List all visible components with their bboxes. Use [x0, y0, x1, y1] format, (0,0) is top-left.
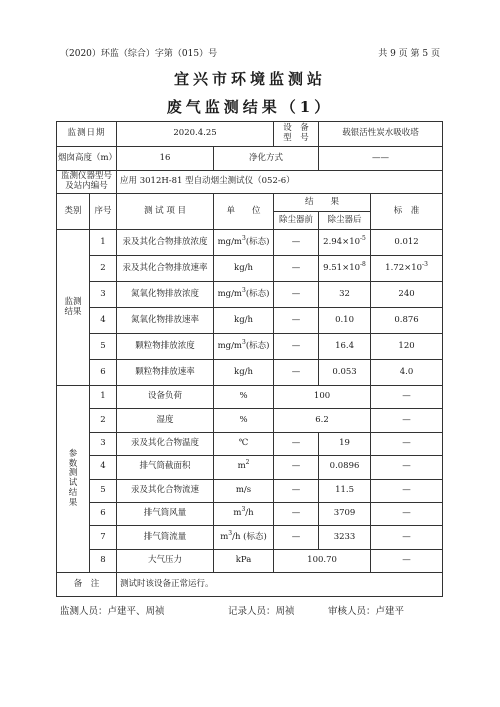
- instrument-label-line2: 及站内编号: [65, 181, 108, 191]
- category-char: 数: [68, 458, 78, 469]
- before-cell: —: [274, 308, 319, 334]
- after-cell: [319, 256, 371, 282]
- seq-cell: 2: [90, 409, 117, 432]
- equipment-value: 载银活性炭水吸收塔: [319, 122, 443, 147]
- param-row: [57, 432, 443, 455]
- unit-cell: [214, 409, 274, 432]
- before-cell: —: [274, 526, 319, 549]
- unit-text: m/s: [235, 484, 252, 495]
- item-cell: 排气筒流量: [117, 526, 214, 549]
- standard-cell: —: [371, 549, 443, 572]
- unit-text: m: [220, 531, 229, 542]
- item-cell: 湿度: [117, 409, 214, 432]
- report-number: （2020）环监（综合）字第（015）号: [60, 49, 218, 59]
- unit-text: %: [239, 414, 248, 425]
- seq-cell: 4: [90, 308, 117, 334]
- after-cell: [319, 334, 371, 360]
- unit-text: mg/m: [217, 236, 242, 247]
- item-cell: 氮氧化物排放浓度: [117, 282, 214, 308]
- standard-cell: —: [371, 526, 443, 549]
- category-char: 监测: [64, 296, 82, 307]
- standard-value: 1.72×10: [385, 262, 423, 273]
- category-char: 参: [68, 448, 78, 459]
- standard-exponent: -3: [422, 260, 428, 268]
- standard-cell: —: [371, 502, 443, 525]
- seq-cell: 6: [90, 502, 117, 525]
- result-row: [57, 230, 443, 256]
- unit-superscript: 3: [241, 506, 246, 514]
- result-row: [57, 282, 443, 308]
- info-row-height: [57, 147, 443, 171]
- item-cell: 大气压力: [117, 549, 214, 572]
- unit-cell: [214, 456, 274, 479]
- value-cell: 6.2: [274, 409, 371, 432]
- item-cell: 排气筒风量: [117, 502, 214, 525]
- unit-suffix: /h: [245, 508, 254, 519]
- item-cell: 排气筒截面积: [117, 456, 214, 479]
- document-header: [60, 46, 440, 60]
- unit-superscript: 3: [242, 234, 246, 242]
- unit-text: kg/h: [234, 262, 253, 273]
- unit-text: mg/m: [217, 288, 242, 299]
- param-row: [57, 456, 443, 479]
- seq-cell: 1: [90, 230, 117, 256]
- category-char: 结果: [64, 306, 82, 317]
- category-cell-params: [57, 386, 90, 573]
- signature-footer: [60, 603, 450, 619]
- value-cell: 11.5: [319, 479, 371, 502]
- after-value: 16.4: [335, 340, 354, 351]
- unit-cell: [214, 549, 274, 572]
- unit-text: m: [233, 508, 242, 519]
- after-header: 除尘器后: [319, 212, 371, 230]
- unit-cell: [214, 386, 274, 409]
- param-row: [57, 409, 443, 432]
- before-cell: —: [274, 432, 319, 455]
- remarks-label: 备 注: [57, 573, 117, 597]
- value-cell: 3233: [319, 526, 371, 549]
- value-cell: 100.70: [274, 549, 371, 572]
- seq-cell: 6: [90, 360, 117, 386]
- param-row: [57, 502, 443, 525]
- results-body: [57, 230, 443, 386]
- reviewer: 审核人员：卢建平: [328, 606, 405, 617]
- monitoring-table: [56, 121, 443, 597]
- standard-cell: [371, 308, 443, 334]
- instrument-label: [57, 171, 117, 194]
- after-cell: [319, 230, 371, 256]
- unit-superscript: 3: [242, 286, 246, 294]
- unit-superscript: 3: [228, 529, 233, 537]
- value-cell: 3709: [319, 502, 371, 525]
- unit-cell: [214, 282, 274, 308]
- unit-text: mg/m: [217, 340, 242, 351]
- remarks-text: 测试时该设备正常运行。: [117, 573, 443, 597]
- seq-cell: 1: [90, 386, 117, 409]
- before-cell: —: [274, 502, 319, 525]
- seq-header: 序号: [90, 194, 117, 230]
- param-row: [57, 479, 443, 502]
- standard-value: 240: [398, 288, 415, 299]
- unit-suffix: (标态): [245, 288, 270, 299]
- item-header: 测 试 项 目: [117, 194, 214, 230]
- instrument-value: 应用 3012H-81 型自动烟尘测试仪（052-6）: [117, 171, 443, 194]
- after-cell: [319, 308, 371, 334]
- unit-cell: [214, 479, 274, 502]
- before-cell: —: [274, 334, 319, 360]
- param-row: [57, 386, 443, 409]
- param-row: [57, 526, 443, 549]
- unit-suffix: /h (标态): [232, 531, 267, 542]
- standard-cell: —: [371, 409, 443, 432]
- standard-header: 标 准: [371, 194, 443, 230]
- item-cell: 汞及其化合物排放速率: [117, 256, 214, 282]
- category-char: 果: [68, 497, 78, 508]
- standard-value: 0.876: [394, 314, 419, 325]
- unit-cell: [214, 308, 274, 334]
- before-cell: —: [274, 282, 319, 308]
- value-cell: 19: [319, 432, 371, 455]
- purify-label: 净化方式: [214, 147, 319, 171]
- page-info: 共 9 页 第 5 页: [378, 49, 440, 59]
- before-cell: —: [274, 456, 319, 479]
- seq-cell: 5: [90, 334, 117, 360]
- result-row: [57, 334, 443, 360]
- params-body: [57, 386, 443, 573]
- standard-cell: [371, 282, 443, 308]
- category-char: 结: [68, 487, 78, 498]
- standard-value: 120: [398, 340, 415, 351]
- seq-cell: 7: [90, 526, 117, 549]
- date-label: 监测日期: [57, 122, 117, 147]
- before-header: 除尘器前: [274, 212, 319, 230]
- after-exponent: -5: [360, 234, 366, 242]
- standard-value: 4.0: [399, 366, 414, 377]
- standard-cell: —: [371, 386, 443, 409]
- result-row: [57, 308, 443, 334]
- category-char: 测: [68, 468, 78, 479]
- unit-text: kg/h: [234, 366, 253, 377]
- equipment-label: [274, 122, 319, 147]
- after-cell: [319, 360, 371, 386]
- recorder: 记录人员：周祯: [228, 606, 295, 617]
- unit-cell: [214, 360, 274, 386]
- unit-text: ℃: [238, 438, 249, 449]
- instrument-label-line1: 监测仪器型号: [61, 171, 113, 182]
- unit-text: m: [237, 461, 246, 472]
- standard-cell: [371, 334, 443, 360]
- value-cell: 0.0896: [319, 456, 371, 479]
- after-exponent: -8: [360, 260, 366, 268]
- unit-suffix: (标态): [245, 340, 270, 351]
- unit-cell: [214, 432, 274, 455]
- info-row-instrument: [57, 171, 443, 194]
- standard-value: 0.012: [394, 236, 419, 247]
- before-cell: —: [274, 230, 319, 256]
- info-row-date: [57, 122, 443, 147]
- unit-superscript: 2: [245, 459, 250, 467]
- standard-cell: —: [371, 432, 443, 455]
- value-cell: 100: [274, 386, 371, 409]
- item-cell: 设备负荷: [117, 386, 214, 409]
- unit-suffix: (标态): [245, 236, 270, 247]
- document-title: 宜兴市环境监测站: [173, 70, 326, 88]
- equipment-label-line1: 设 备: [283, 123, 309, 134]
- before-cell: —: [274, 256, 319, 282]
- category-char: 试: [68, 478, 78, 489]
- item-cell: 汞及其化合物温度: [117, 432, 214, 455]
- standard-cell: —: [371, 456, 443, 479]
- unit-text: kg/h: [234, 314, 253, 325]
- before-cell: —: [274, 479, 319, 502]
- seq-cell: 3: [90, 282, 117, 308]
- standard-cell: [371, 360, 443, 386]
- after-value: 0.10: [335, 314, 354, 325]
- after-value: 9.51×10: [323, 262, 361, 273]
- seq-cell: 2: [90, 256, 117, 282]
- standard-cell: —: [371, 479, 443, 502]
- unit-superscript: 3: [242, 338, 246, 346]
- seq-cell: 5: [90, 479, 117, 502]
- column-header-row-1: [57, 194, 443, 212]
- equipment-label-line2: 型 号: [283, 133, 309, 143]
- item-cell: 汞及其化合物排放浓度: [117, 230, 214, 256]
- after-value: 0.053: [332, 366, 357, 377]
- unit-text: %: [239, 391, 248, 402]
- standard-cell: [371, 256, 443, 282]
- result-row: [57, 360, 443, 386]
- param-row: [57, 549, 443, 572]
- unit-header: 单 位: [214, 194, 274, 230]
- unit-cell: [214, 334, 274, 360]
- item-cell: 汞及其化合物流速: [117, 479, 214, 502]
- standard-cell: [371, 230, 443, 256]
- date-value: 2020.4.25: [117, 122, 274, 147]
- seq-cell: 8: [90, 549, 117, 572]
- unit-cell: [214, 230, 274, 256]
- height-value: 16: [117, 147, 214, 171]
- monitors: 监测人员：卢建平、周祯: [60, 606, 165, 617]
- unit-cell: [214, 256, 274, 282]
- unit-text: kPa: [235, 555, 252, 566]
- after-value: 2.94×10: [323, 236, 361, 247]
- category-header: 类别: [57, 194, 90, 230]
- after-value: 32: [339, 288, 350, 299]
- remarks-row: [57, 573, 443, 597]
- document-subtitle: 废气监测结果（1）: [166, 98, 334, 116]
- seq-cell: 3: [90, 432, 117, 455]
- unit-cell: [214, 526, 274, 549]
- category-cell-results: [57, 230, 90, 386]
- before-cell: —: [274, 360, 319, 386]
- purify-value: ——: [319, 147, 443, 171]
- height-label: 烟囱高度（m）: [57, 147, 117, 171]
- after-cell: [319, 282, 371, 308]
- result-row: [57, 256, 443, 282]
- seq-cell: 4: [90, 456, 117, 479]
- item-cell: 颗粒物排放浓度: [117, 334, 214, 360]
- item-cell: 颗粒物排放速率: [117, 360, 214, 386]
- unit-cell: [214, 502, 274, 525]
- result-header: 结 果: [274, 194, 371, 212]
- item-cell: 氮氧化物排放速率: [117, 308, 214, 334]
